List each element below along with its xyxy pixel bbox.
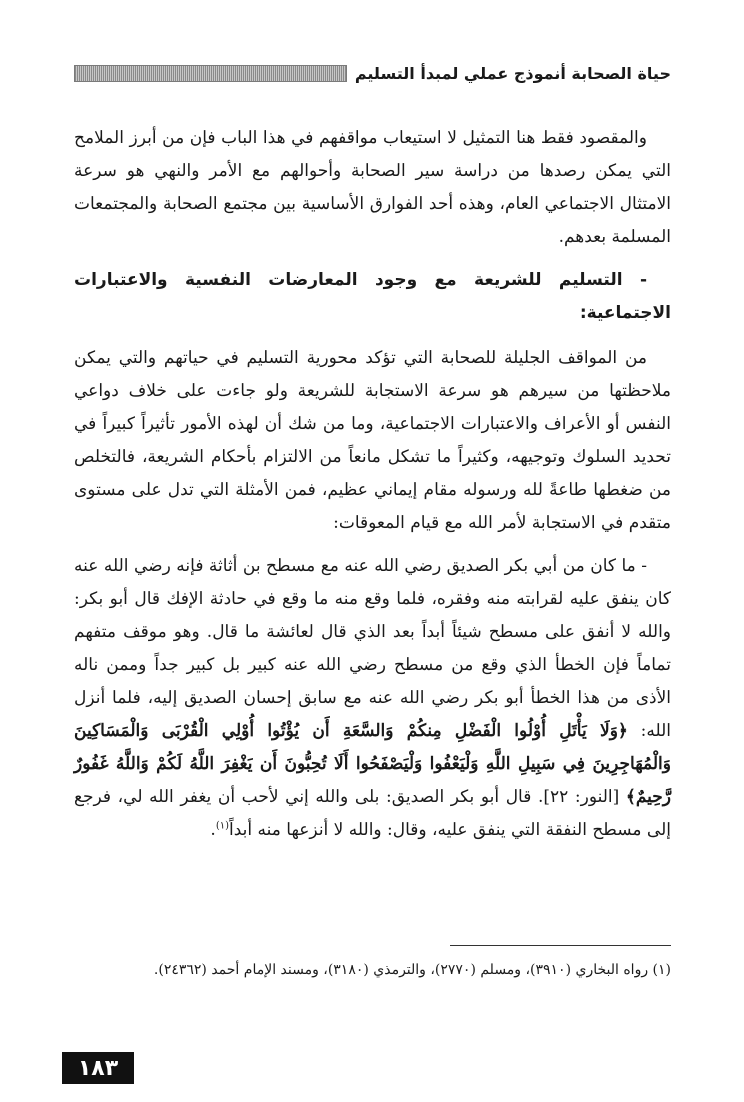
footnote-marker: (١) — [215, 820, 230, 832]
section-heading: - التسليم للشريعة مع وجود المعارضات النفسية والاعتبارات الاجتماعية: — [74, 270, 671, 323]
running-header — [74, 58, 671, 88]
paragraph-abu-bakr — [74, 550, 671, 847]
page-body — [74, 122, 671, 859]
verse-reference: [النور: ٢٢]. — [537, 787, 620, 807]
footnote-divider — [450, 945, 671, 946]
narrative-text: - ما كان من أبي بكر الصديق رضي الله عنه مع مسطح بن أثاثة فإنه رضي الله عنه كان ينفق عليه لقرابته منه وفقره، فلما وقع منه ما وقع في حادثة الإفك قال أبو بكر: والله لا أنفق على مسطح شيئاً أبداً بعد الذي قال لعائشة ما قال. وهو موقف متفهم تماماً فإن الخطأ الذي وقع من مسطح رضي الله عنه كبير بل كبير جداً وممن ناله الأذى من هذا الخطأ أبو بكر رضي الله عنه مع سابق إحسان الصديق إليه، فلما أنزل الله: — [74, 556, 671, 741]
page-number: ١٨٣ — [62, 1052, 134, 1084]
narrative-conclusion: قال أبو بكر الصديق: بلى والله إني لأحب أن يغفر الله لي، فرجع إلى مسطح النفقة التي ينفق عليه، وقال: والله لا أنزعها منه أبداً — [74, 787, 671, 840]
header-title: حياة الصحابة أنموذج عملي لمبدأ التسليم — [354, 63, 671, 83]
footnote: (١) رواه البخاري (٣٩١٠)، ومسلم (٢٧٧٠)، والترمذي (٣١٨٠)، ومسند الإمام أحمد (٢٤٣٦٢). — [153, 962, 671, 978]
narrative-end: . — [210, 820, 216, 840]
header-rule — [74, 65, 347, 82]
paragraph-intro: والمقصود فقط هنا التمثيل لا استيعاب مواقفهم في هذا الباب فإن من أبرز الملامح التي يمكن رصدها من دراسة سير الصحابة وأحوالهم مع الأمر والنهي هو سرعة الامتثال الاجتماعي العام، وهذه أحد الفوارق الأساسية بين مجتمع الصحابة والمجتمعات المسلمة بعدهم. — [74, 128, 671, 247]
quran-verse: ﴿وَلَا يَأْتَلِ أُوْلُوا الْفَضْلِ مِنكُمْ وَالسَّعَةِ أَن يُؤْتُوا أُوْلِي الْقُرْبَى وَالْمَسَاكِينَ وَالْمُهَاجِرِينَ فِي سَبِيلِ اللَّهِ وَلْيَعْفُوا وَلْيَصْفَحُوا أَلَا تُحِبُّونَ أَن يَغْفِرَ اللَّهُ لَكُمْ وَاللَّهُ غَفُورٌ رَّحِيمٌ﴾ — [74, 721, 672, 807]
paragraph-submission: من المواقف الجليلة للصحابة التي تؤكد محورية التسليم في حياتهم والتي يمكن ملاحظتها من سيرهم هو سرعة الاستجابة للشريعة ولو جاءت على خلاف دواعي النفس أو الأعراف والاعتبارات الاجتماعية، وما من شك أن لهذه الأمور تأثيراً كبيراً في تحديد السلوك وتوجيهه، وكثيراً ما تشكل مانعاً من الالتزام بأحكام الشريعة، فالتخلص من ضغطها طاعةً لله ورسوله مقام إيماني عظيم، فمن الأمثلة التي تدل على مستوى متقدم في الاستجابة لأمر الله مع قيام المعوقات: — [74, 348, 671, 533]
